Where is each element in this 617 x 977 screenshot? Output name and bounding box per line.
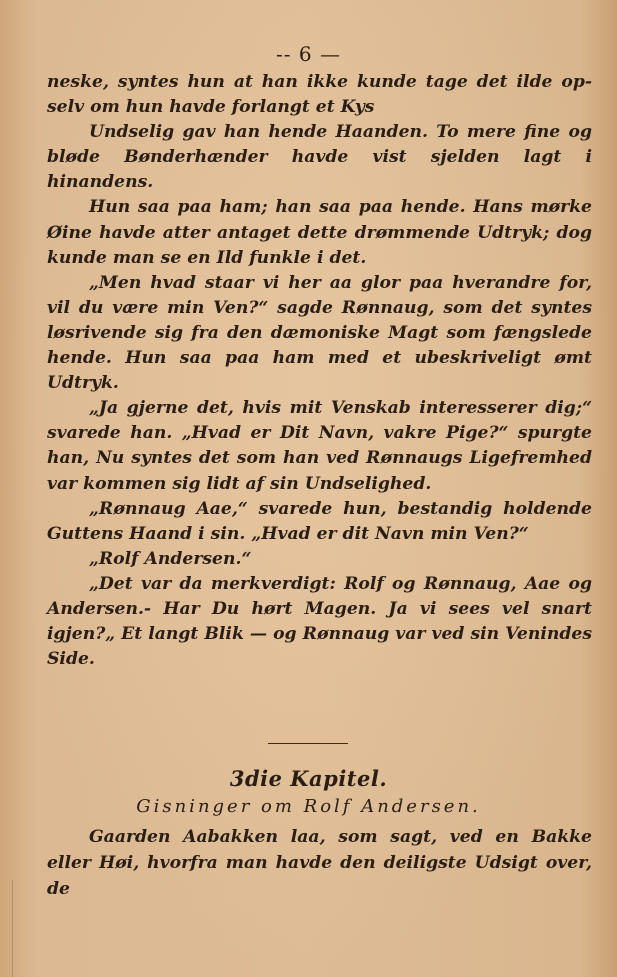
paragraph-7: „Rolf Andersen.“ bbox=[89, 548, 252, 569]
section-divider bbox=[268, 743, 348, 744]
page-number: -- 6 — bbox=[276, 42, 341, 66]
paragraph-1: neske, syntes hun at han ikke kunde tage det ilde op-selv om hun havde forlangt et Kys bbox=[47, 72, 592, 118]
chapter-paragraph-1: Gaarden Aabakken laa, som sagt, ved en Bakke eller Høi, hvorfra man havde den deiligste Udsigt over, de bbox=[47, 827, 592, 899]
paragraph-8: „Det var da merkverdigt: Rolf og Rønnaug, Aae og Andersen.- Har Du hørt Magen. Ja vi sees vel snart igjen?„ Et langt Blik — og Rønnaug var ved sin Venindes Side. bbox=[47, 573, 592, 670]
paragraph-5: „Ja gjerne det, hvis mit Venskab interesserer dig;“ svarede han. „Hvad er Dit Navn, vakre Pige?“ spurgte han, Nu syntes det som han ved Rønnaugs Ligefremhed var kommen sig lidt af sin Undselighed. bbox=[47, 398, 592, 494]
page-fold-mark bbox=[0, 880, 13, 977]
paragraph-3: Hun saa paa ham; han saa paa hende. Hans mørke Øine havde atter antaget dette drømmende Udtryk; dog kunde man se en Ild funkle i det. bbox=[47, 197, 592, 268]
chapter-body-text bbox=[47, 824, 592, 902]
chapter-subtitle: Gisninger om Rolf Andersen. bbox=[136, 796, 481, 817]
paragraph-6: „Rønnaug Aae,“ svarede hun, bestandig holdende Guttens Haand i sin. „Hvad er dit Navn min Ven?“ bbox=[47, 498, 592, 544]
chapter-title: 3die Kapitel. bbox=[229, 766, 388, 791]
paragraph-2: Undselig gav han hende Haanden. To mere fine og bløde Bønderhænder havde vist sjelden lagt i hinandens. bbox=[47, 122, 592, 193]
body-text bbox=[47, 70, 592, 672]
paragraph-4: „Men hvad staar vi her aa glor paa hverandre for, vil du være min Ven?“ sagde Rønnaug, som det syntes løsrivende sig fra den dæmoniske Magt som fængslede hende. Hun saa paa ham med et ubeskriveligt ømt Udtryk. bbox=[47, 272, 592, 394]
